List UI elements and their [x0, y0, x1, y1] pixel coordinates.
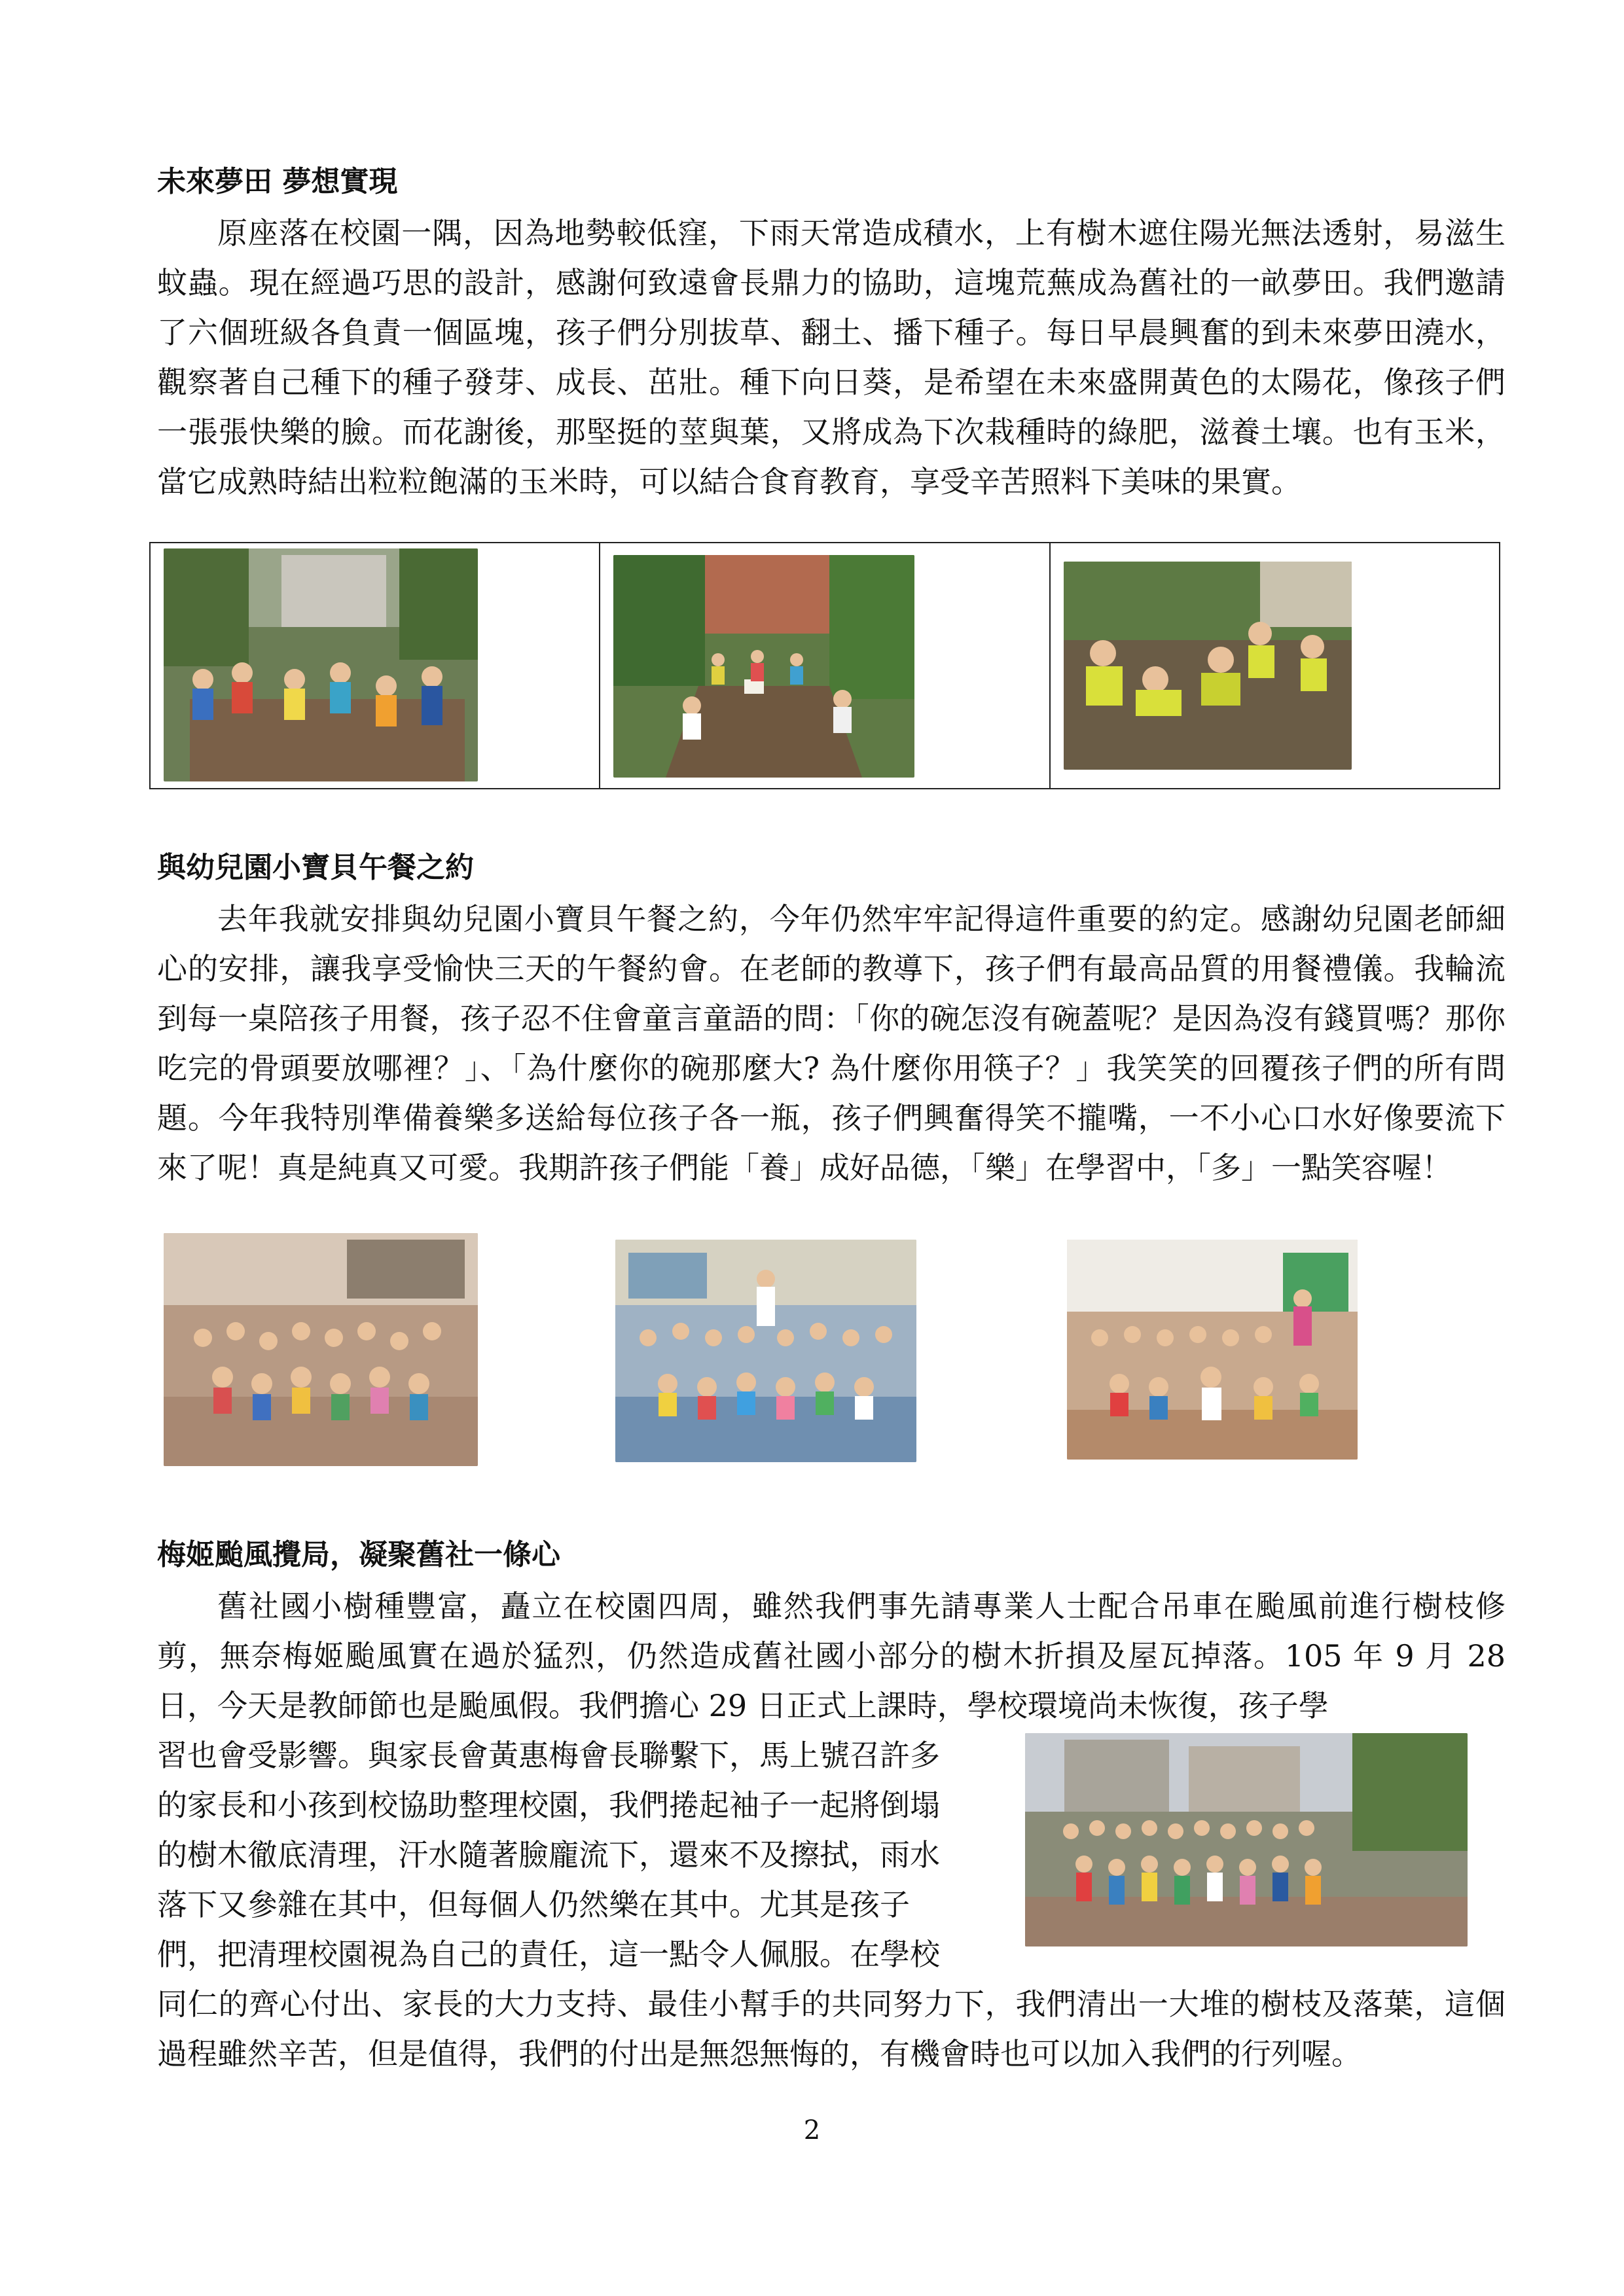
photo-cell — [1050, 543, 1500, 789]
section-paragraph-typhoon-tail: 同仁的齊心付出、家長的大力支持、最佳小幫手的共同努力下，我們清出一大堆的樹枝及落葉，這個過程雖然辛苦，但是值得，我們的付出是無怨無悔的，有機會時也可以加入我們的行列喔。 — [157, 1986, 1506, 2072]
typhoon-line: 落下又參雜在其中，但每個人仍然樂在其中。尤其是孩子 — [157, 1887, 910, 1922]
section-title-typhoon: 梅姬颱風攪局，凝聚舊社一條心 — [157, 1538, 560, 1571]
photo-garden-group — [613, 555, 914, 778]
photo-cell — [600, 543, 1049, 789]
typhoon-line: 的樹木徹底清理，汗水隨著臉龐流下，還來不及擦拭，雨水 — [157, 1837, 940, 1873]
typhoon-line: 們，把清理校園視為自己的責任，這一點令人佩服。在學校 — [157, 1937, 940, 1972]
photo-typhoon-cleanup-group — [1025, 1733, 1468, 1946]
photo-garden-planting — [164, 548, 478, 781]
section-title-dream-field: 未來夢田 夢想實現 — [157, 165, 398, 198]
photo-kindergarten-class-3 — [1067, 1240, 1358, 1460]
section-paragraph-typhoon-lead: 舊社國小樹種豐富，矗立在校園四周，雖然我們事先請專業人士配合吊車在颱風前進行樹枝修剪，無奈梅姬颱風實在過於猛烈，仍然造成舊社國小部分的樹木折損及屋瓦掉落。105 年 9 月 28 日，今天是教師節也是颱風假。我們擔心 29 日正式上課時，學校環境尚未恢復，孩子學 — [157, 1588, 1506, 1723]
section-title-kindergarten-lunch: 與幼兒園小寶貝午餐之約 — [157, 851, 474, 884]
section-paragraph-kindergarten-lunch: 去年我就安排與幼兒園小寶貝午餐之約，今年仍然牢牢記得這件重要的約定。感謝幼兒園老師細心的安排，讓我享受愉快三天的午餐約會。在老師的教導下，孩子們有最高品質的用餐禮儀。我輪流到每一桌陪孩子用餐，孩子忍不住會童言童語的問：「你的碗怎沒有碗蓋呢？是因為沒有錢買嗎？那你吃完的骨頭要放哪裡？」、「為什麼你的碗那麼大? 為什麼你用筷子？」我笑笑的回覆孩子們的所有問題。今年我特別準備養樂多送給每位孩子各一瓶，孩子們興奮得笑不攏嘴，一不小心口水好像要流下來了呢！真是純真又可愛。我期許孩子們能「養」成好品德，「樂」在學習中，「多」一點笑容喔！ — [157, 901, 1506, 1185]
typhoon-line: 習也會受影響。與家長會黃惠梅會長聯繫下，馬上號召許多 — [157, 1738, 940, 1773]
photo-garden-weeding — [1064, 562, 1352, 770]
typhoon-float-text — [157, 1731, 1001, 1979]
photo-table-dream-field — [149, 542, 1500, 789]
photo-kindergarten-class-2 — [615, 1240, 916, 1462]
section-paragraph-dream-field: 原座落在校園一隅，因為地勢較低窪，下雨天常造成積水，上有樹木遮住陽光無法透射，易滋生蚊蟲。現在經過巧思的設計，感謝何致遠會長鼎力的協助，這塊荒蕪成為舊社的一畝夢田。我們邀請了六個班級各負責一個區塊，孩子們分別拔草、翻土、播下種子。每日早晨興奮的到未來夢田澆水，觀察著自己種下的種子發芽、成長、茁壯。種下向日葵，是希望在未來盛開黃色的太陽花，像孩子們一張張快樂的臉。而花謝後，那堅挺的莖與葉，又將成為下次栽種時的綠肥，滋養土壤。也有玉米，當它成熟時結出粒粒飽滿的玉米時，可以結合食育教育，享受辛苦照料下美味的果實。 — [157, 215, 1506, 499]
photo-kindergarten-class-1 — [164, 1233, 478, 1466]
photo-cell — [150, 543, 600, 789]
typhoon-line: 的家長和小孩到校協助整理校園，我們捲起袖子一起將倒塌 — [157, 1787, 940, 1823]
page-number: 2 — [803, 2115, 821, 2145]
